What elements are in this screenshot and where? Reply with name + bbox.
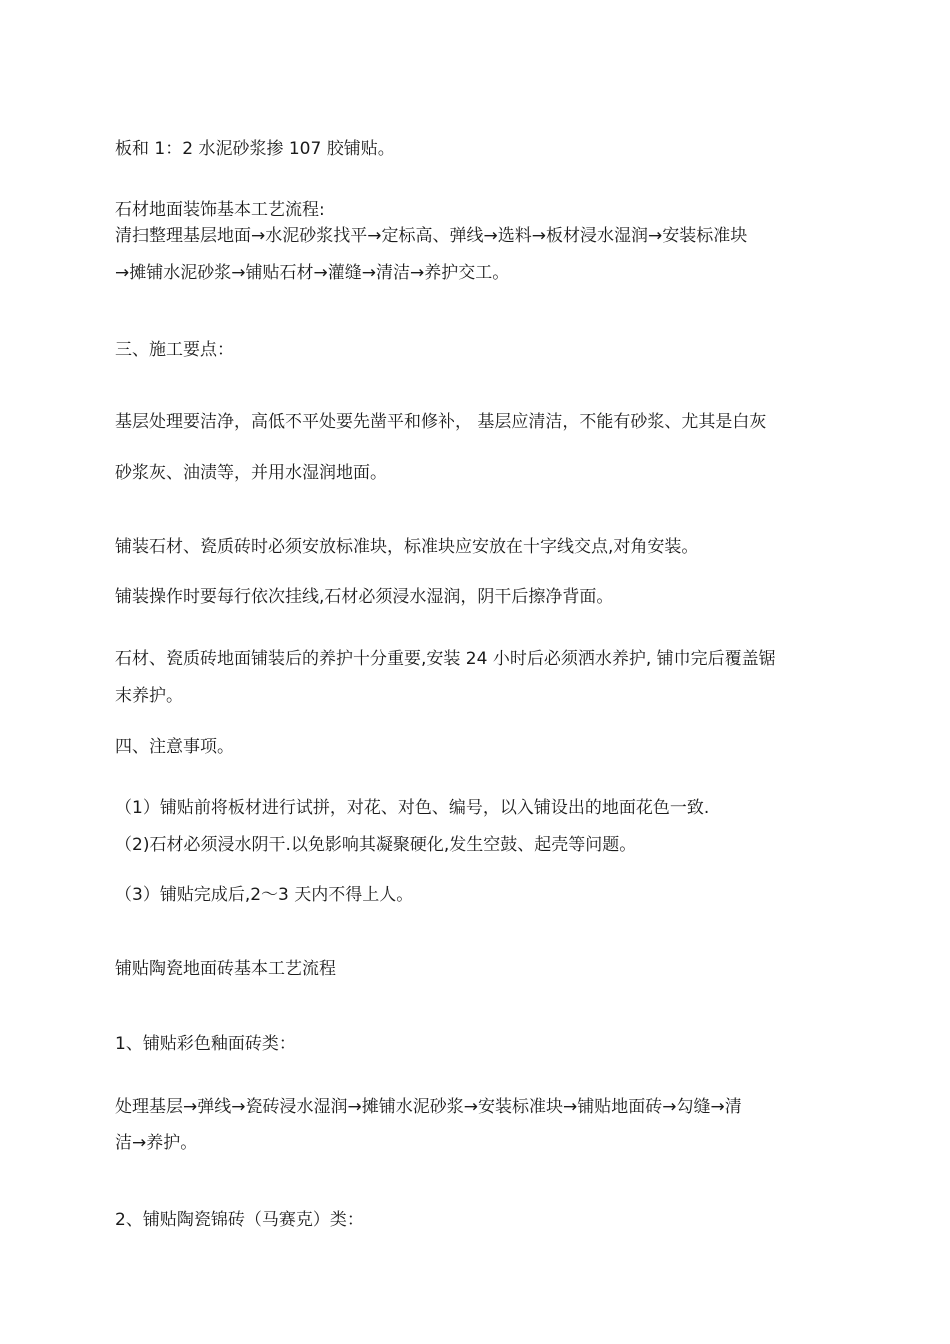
text-line-7: 砂浆灰、油渍等，并用水湿润地面。 — [115, 463, 387, 483]
list-heading-2: 2、铺贴陶瓷锦砖（马赛克）类： — [115, 1210, 364, 1230]
text-line-10: 石材、瓷质砖地面铺装后的养护十分重要,安装 24 小时后必须洒水养护, 铺巾完后覆盖锯 — [115, 649, 776, 669]
text-line-11: 末养护。 — [115, 686, 183, 706]
text-line-18: 处理基层→弹线→瓷砖浸水湿润→摊铺水泥砂浆→安装标准块→铺贴地面砖→勾缝→清 — [115, 1097, 742, 1117]
note-item-1: （1）铺贴前将板材进行试拼，对花、对色、编号，以入铺设出的地面花色一致. — [115, 798, 710, 818]
text-line-9: 铺装操作时要每行依次挂线,石材必须浸水湿润，阴干后擦净背面。 — [115, 587, 614, 607]
text-line-19: 洁→养护。 — [115, 1133, 198, 1153]
text-line-2: 石材地面装饰基本工艺流程: — [115, 200, 325, 220]
list-heading-1: 1、铺贴彩色釉面砖类： — [115, 1034, 296, 1054]
text-line-1: 板和 1：2 水泥砂浆掺 107 胶铺贴。 — [115, 139, 395, 159]
note-item-3: （3）铺贴完成后,2～3 天内不得上人。 — [115, 885, 414, 905]
section-heading-4: 四、注意事项。 — [115, 737, 234, 757]
text-line-6: 基层处理要洁净，高低不平处要先凿平和修补， 基层应清洁，不能有砂浆、尤其是白灰 — [115, 412, 767, 432]
text-line-3: 清扫整理基层地面→水泥砂浆找平→定标高、弹线→选料→板材浸水湿润→安装标准块 — [115, 226, 748, 246]
text-line-8: 铺装石材、瓷质砖时必须安放标准块，标准块应安放在十字线交点,对角安装。 — [115, 537, 699, 557]
text-line-4: →摊铺水泥砂浆→铺贴石材→灌缝→清洁→养护交工。 — [115, 263, 510, 283]
note-item-2: （2)石材必须浸水阴干.以免影响其凝聚硬化,发生空鼓、起壳等问题。 — [115, 835, 637, 855]
section-heading-3: 三、施工要点： — [115, 340, 234, 360]
subsection-heading: 铺贴陶瓷地面砖基本工艺流程 — [115, 959, 336, 979]
